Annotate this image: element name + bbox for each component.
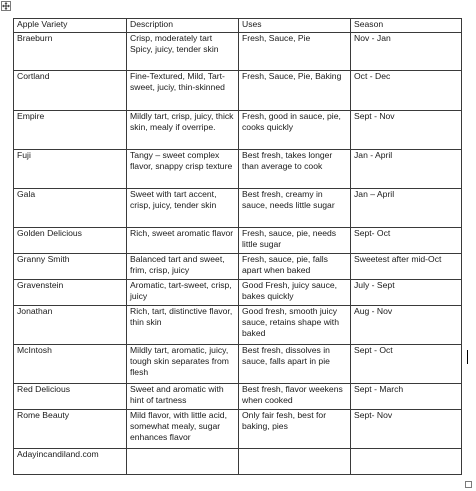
table-row (14, 254, 462, 280)
season-cell[interactable]: Jan – April (351, 189, 462, 228)
variety-cell[interactable]: Rome Beauty (14, 410, 127, 449)
table-row (14, 189, 462, 228)
variety-cell[interactable]: Braeburn (14, 33, 127, 71)
description-cell[interactable]: Mildly tart, crisp, juicy, thick skin, mealy if overripe. (127, 111, 239, 150)
description-cell[interactable] (127, 449, 239, 475)
variety-cell[interactable]: Gala (14, 189, 127, 228)
apple-varieties-table (13, 18, 462, 475)
description-cell[interactable]: Sweet and aromatic with hint of tartness (127, 384, 239, 410)
table-row (14, 228, 462, 254)
season-cell[interactable]: Sept - Oct (351, 345, 462, 384)
uses-cell[interactable]: Best fresh, dissolves in sauce, falls apart in pie (239, 345, 351, 384)
table-row (14, 150, 462, 189)
table-move-handle[interactable] (1, 1, 11, 11)
uses-cell[interactable] (239, 449, 351, 475)
uses-cell[interactable]: Fresh, Sauce, Pie (239, 33, 351, 71)
variety-cell[interactable]: Empire (14, 111, 127, 150)
variety-cell[interactable]: Gravenstein (14, 280, 127, 306)
variety-cell[interactable]: McIntosh (14, 345, 127, 384)
table-row (14, 306, 462, 345)
season-cell[interactable]: Nov - Jan (351, 33, 462, 71)
table-row (14, 280, 462, 306)
description-cell[interactable]: Rich, sweet aromatic flavor (127, 228, 239, 254)
variety-cell[interactable]: Jonathan (14, 306, 127, 345)
variety-cell[interactable]: Cortland (14, 71, 127, 111)
table-row (14, 345, 462, 384)
variety-cell[interactable]: Granny Smith (14, 254, 127, 280)
table-row (14, 33, 462, 71)
header-row (14, 19, 462, 33)
variety-cell[interactable]: Golden Delicious (14, 228, 127, 254)
uses-cell[interactable]: Best fresh, flavor weekens when cooked (239, 384, 351, 410)
season-cell[interactable] (351, 449, 462, 475)
variety-cell[interactable]: Fuji (14, 150, 127, 189)
season-cell[interactable]: Sept - Nov (351, 111, 462, 150)
description-cell[interactable]: Fine-Textured, Mild, Tart-sweet, juciy, thin-skinned (127, 71, 239, 111)
description-cell[interactable]: Aromatic, tart-sweet, crisp, juicy (127, 280, 239, 306)
description-cell[interactable]: Mildly tart, aromatic, juicy, tough skin separates from flesh (127, 345, 239, 384)
text-cursor (467, 350, 468, 364)
uses-cell[interactable]: Fresh, sauce, pie, falls apart when baked (239, 254, 351, 280)
season-cell[interactable]: Sept- Oct (351, 228, 462, 254)
uses-cell[interactable]: Fresh, Sauce, Pie, Baking (239, 71, 351, 111)
season-cell[interactable]: July - Sept (351, 280, 462, 306)
uses-cell[interactable]: Good fresh, smooth juicy sauce, retains shape with baked (239, 306, 351, 345)
description-cell[interactable]: Sweet with tart accent, crisp, juicy, tender skin (127, 189, 239, 228)
season-cell[interactable]: Jan - April (351, 150, 462, 189)
uses-cell[interactable]: Best fresh, creamy in sauce, needs little sugar (239, 189, 351, 228)
description-cell[interactable]: Rich, tart, distinctive flavor, thin skin (127, 306, 239, 345)
header-cell-season[interactable]: Season (351, 19, 462, 33)
table-row (14, 410, 462, 449)
description-cell[interactable]: Mild flavor, with little acid, somewhat mealy, sugar enhances flavor (127, 410, 239, 449)
table-row (14, 449, 462, 475)
description-cell[interactable]: Crisp, moderately tart Spicy, juicy, tender skin (127, 33, 239, 71)
season-cell[interactable]: Sweetest after mid-Oct (351, 254, 462, 280)
uses-cell[interactable]: Good Fresh, juicy sauce, bakes quickly (239, 280, 351, 306)
season-cell[interactable]: Sept - March (351, 384, 462, 410)
variety-cell[interactable]: Adayincandiland.com (14, 449, 127, 475)
table-row (14, 71, 462, 111)
uses-cell[interactable]: Fresh, good in sauce, pie, cooks quickly (239, 111, 351, 150)
season-cell[interactable]: Sept- Nov (351, 410, 462, 449)
table-row (14, 111, 462, 150)
table-row (14, 384, 462, 410)
header-cell-description[interactable]: Description (127, 19, 239, 33)
move-arrows-icon (2, 2, 10, 10)
uses-cell[interactable]: Best fresh, takes longer than average to cook (239, 150, 351, 189)
header-cell-variety[interactable]: Apple Variety (14, 19, 127, 33)
description-cell[interactable]: Balanced tart and sweet, frim, crisp, juicy (127, 254, 239, 280)
season-cell[interactable]: Oct - Dec (351, 71, 462, 111)
variety-cell[interactable]: Red Delicious (14, 384, 127, 410)
uses-cell[interactable]: Only fair fesh, best for baking, pies (239, 410, 351, 449)
header-cell-uses[interactable]: Uses (239, 19, 351, 33)
description-cell[interactable]: Tangy – sweet complex flavor, snappy crisp texture (127, 150, 239, 189)
uses-cell[interactable]: Fresh, sauce, pie, needs little sugar (239, 228, 351, 254)
table-resize-handle[interactable] (465, 481, 472, 488)
season-cell[interactable]: Aug - Nov (351, 306, 462, 345)
